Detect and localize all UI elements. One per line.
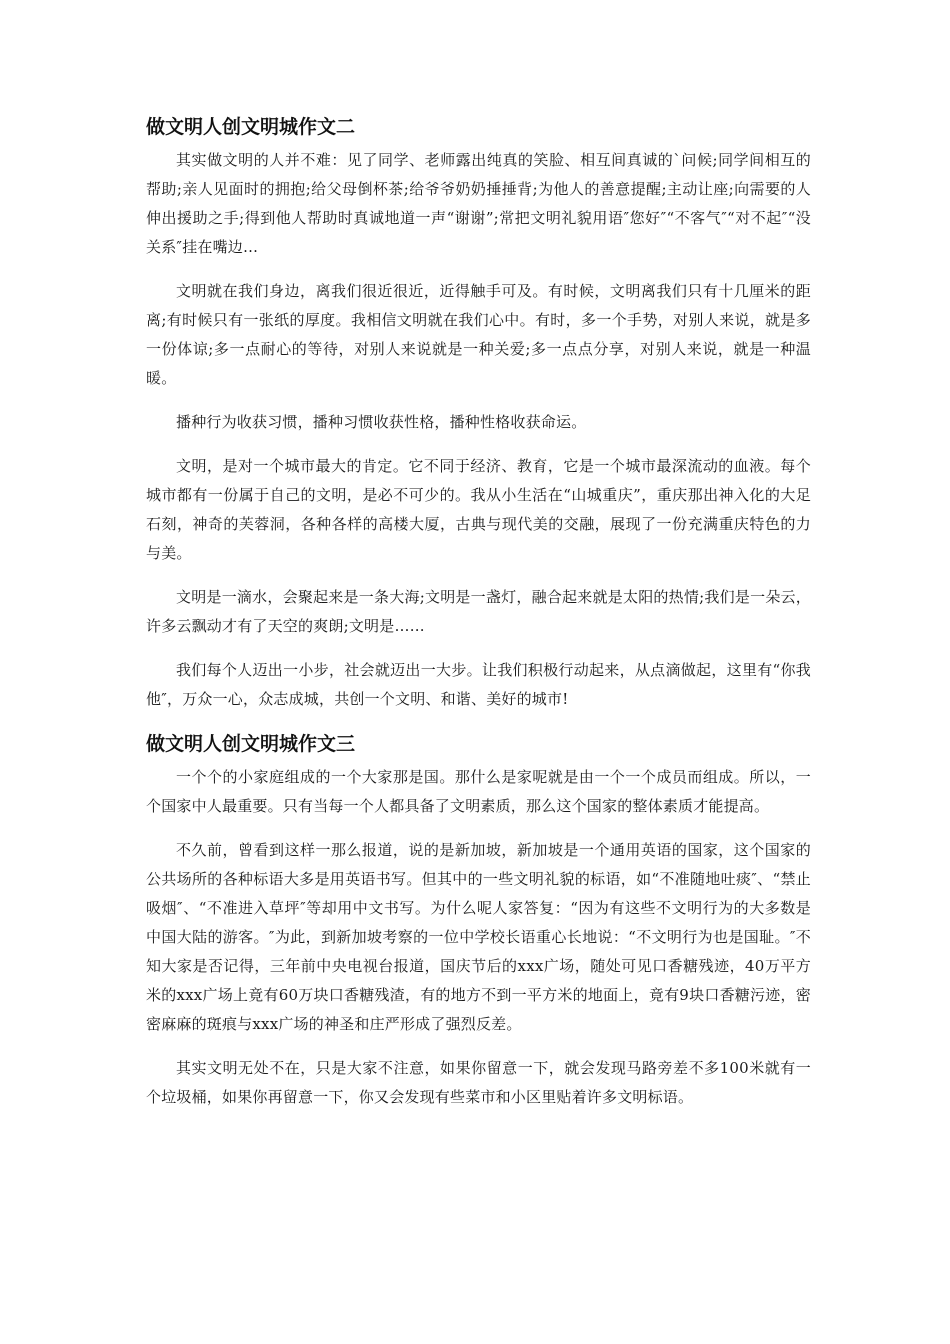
essay-section-2 [146,112,811,714]
essay-section-3 [146,729,811,1112]
section-title: 做文明人创文明城作文三 [146,733,356,755]
section-title: 做文明人创文明城作文二 [146,116,356,138]
paragraph: 不久前，曾看到这样一那么报道，说的是新加坡，新加坡是一个通用英语的国家，这个国家的公共场所的各种标语大多是用英语书写。但其中的一些文明礼貌的标语，如“不准随地吐痰″、“禁止吸烟″、“不准进入草坪″等却用中文书写。为什么呢人家答复：“因为有这些不文明行为的大多数是中国大陆的游客。″为此，到新加坡考察的一位中学校长语重心长地说：“不文明行为也是国耻。″不知大家是否记得，三年前中央电视台报道，国庆节后的xxx广场，随处可见口香糖残迹，40万平方米的xxx广场上竟有60万块口香糖残渣，有的地方不到一平方米的地面上，竟有9块口香糖污迹，密密麻麻的斑痕与xxx广场的神圣和庄严形成了强烈反差。 [146,841,811,1033]
paragraph: 我们每个人迈出一小步，社会就迈出一大步。让我们积极行动起来，从点滴做起，这里有“你我他″，万众一心，众志成城，共创一个文明、和谐、美好的城市! [146,661,811,708]
paragraph: 播种行为收获习惯，播种习惯收获性格，播种性格收获命运。 [176,413,587,431]
paragraph: 文明就在我们身边，离我们很近很近，近得触手可及。有时候，文明离我们只有十几厘米的距离;有时候只有一张纸的厚度。我相信文明就在我们心中。有时，多一个手势，对别人来说，就是多一份体谅;多一点耐心的等待，对别人来说就是一种关爱;多一点点分享，对别人来说，就是一种温暖。 [146,282,811,387]
paragraph: 其实文明无处不在，只是大家不注意，如果你留意一下，就会发现马路旁差不多100米就有一个垃圾桶，如果你再留意一下，你又会发现有些菜市和小区里贴着许多文明标语。 [146,1059,811,1106]
paragraph: 文明是一滴水，会聚起来是一条大海;文明是一盏灯，融合起来就是太阳的热情;我们是一朵云，许多云飘动才有了天空的爽朗;文明是…… [146,588,811,635]
paragraph: 文明，是对一个城市最大的肯定。它不同于经济、教育，它是一个城市最深流动的血液。每个城市都有一份属于自己的文明，是必不可少的。我从小生活在“山城重庆”，重庆那出神入化的大足石刻，神奇的芙蓉洞，各种各样的高楼大厦，古典与现代美的交融，展现了一份充满重庆特色的力与美。 [146,457,811,562]
paragraph: 其实做文明的人并不难：见了同学、老师露出纯真的笑脸、相互间真诚的`问候;同学间相互的帮助;亲人见面时的拥抱;给父母倒杯茶;给爷爷奶奶捶捶背;为他人的善意提醒;主动让座;向需要的人伸出援助之手;得到他人帮助时真诚地道一声“谢谢”;常把文明礼貌用语″您好″“不客气″“对不起″“没关系″挂在嘴边… [146,151,811,256]
paragraph: 一个个的小家庭组成的一个大家那是国。那什么是家呢就是由一个一个成员而组成。所以，一个国家中人最重要。只有当每一个人都具备了文明素质，那么这个国家的整体素质才能提高。 [146,768,811,815]
document-page [146,112,811,1127]
